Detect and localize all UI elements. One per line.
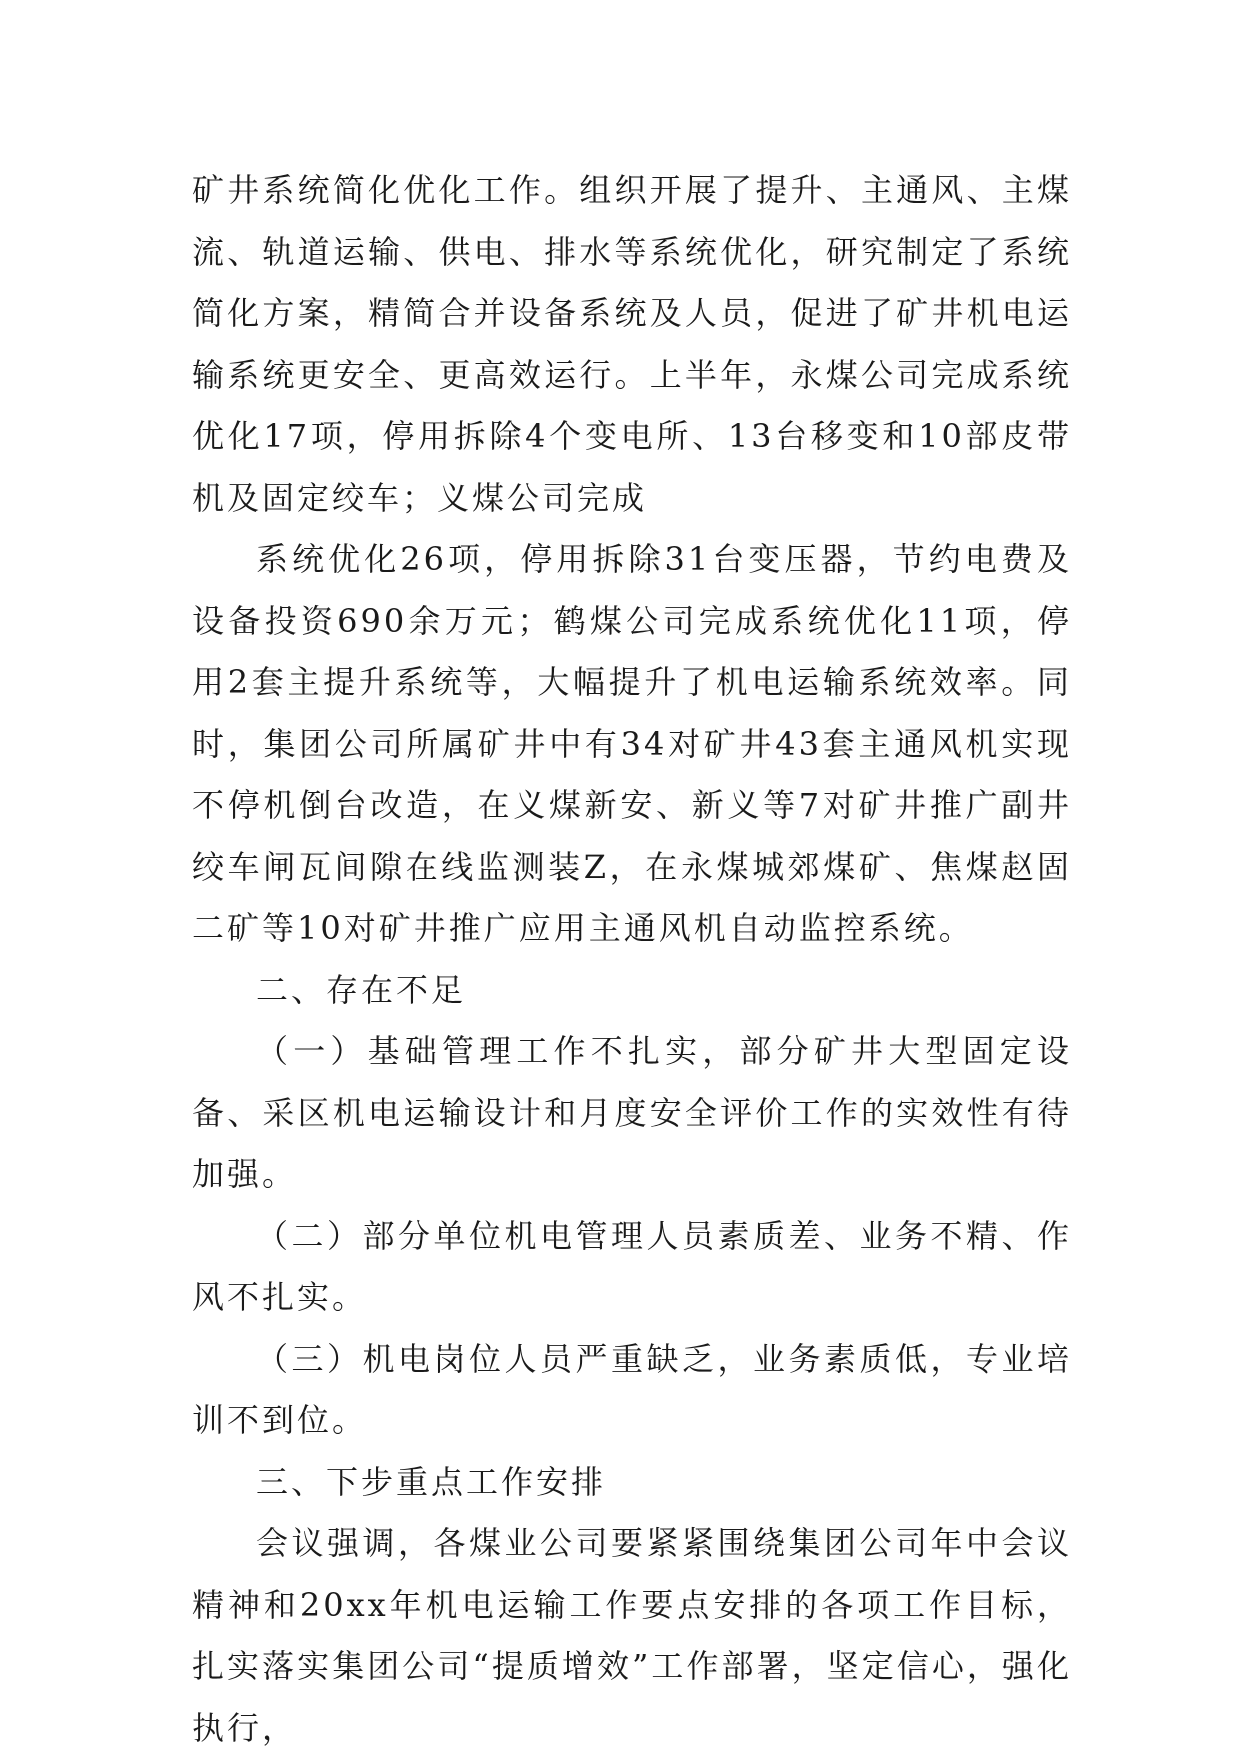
paragraph-shortcoming-1: （一）基础管理工作不扎实，部分矿井大型固定设备、采区机电运输设计和月度安全评价工作的实效性有待加强。 <box>192 1032 1072 1193</box>
document-body <box>192 160 1072 1759</box>
paragraph-system-optimization: 矿井系统简化优化工作。组织开展了提升、主通风、主煤流、轨道运输、供电、排水等系统优化，研究制定了系统简化方案，精简合并设备系统及人员，促进了矿井机电运输系统更安全、更高效运行。上半年，永煤公司完成系统优化17项，停用拆除4个变电所、13台移变和10部皮带机及固定绞车；义煤公司完成 <box>192 171 1072 517</box>
paragraph-meeting-emphasis: 会议强调，各煤业公司要紧紧围绕集团公司年中会议精神和20xx年机电运输工作要点安排的各项工作目标，扎实落实集团公司“提质增效”工作部署，坚定信心，强化执行， <box>192 1524 1072 1747</box>
section-heading-next-steps: 三、下步重点工作安排 <box>256 1462 607 1501</box>
section-heading-shortcomings: 二、存在不足 <box>256 970 467 1009</box>
paragraph-shortcoming-3: （三）机电岗位人员严重缺乏，业务素质低，专业培训不到位。 <box>192 1339 1072 1439</box>
paragraph-shortcoming-2: （二）部分单位机电管理人员素质差、业务不精、作风不扎实。 <box>192 1216 1072 1316</box>
paragraph-optimization-results: 系统优化26项，停用拆除31台变压器，节约电费及设备投资690余万元；鹤煤公司完成系统优化11项，停用2套主提升系统等，大幅提升了机电运输系统效率。同时，集团公司所属矿井中有34对矿井43套主通风机实现不停机倒台改造，在义煤新安、新义等7对矿井推广副井绞车闸瓦间隙在线监测装Z，在永煤城郊煤矿、焦煤赵固二矿等10对矿井推广应用主通风机自动监控系统。 <box>192 540 1072 947</box>
